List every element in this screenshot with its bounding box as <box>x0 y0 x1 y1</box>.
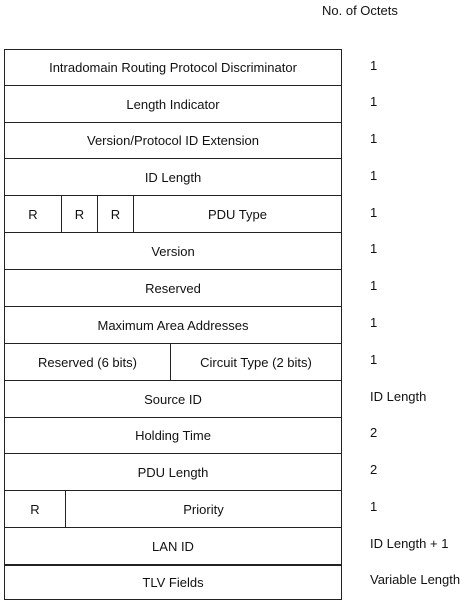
field-holding-time: Holding Time <box>135 428 211 443</box>
field-row-lan-id <box>5 528 341 565</box>
field-priority: Priority <box>65 491 341 527</box>
field-row-pdu-length <box>5 454 341 491</box>
octets-version-protocol-id-extension: 1 <box>370 131 378 146</box>
field-row-reserved <box>5 270 341 307</box>
octets-holding-time: 2 <box>370 425 378 440</box>
octets-id-length: 1 <box>370 168 378 183</box>
field-row-circuit-type <box>5 344 341 381</box>
field-row-source-id <box>5 381 341 418</box>
field-row-pdu-type <box>5 196 341 233</box>
octets-pdu-type: 1 <box>370 205 378 220</box>
field-version: Version <box>151 243 195 259</box>
reserved-bit-1: R <box>28 206 38 222</box>
field-pdu-length: PDU Length <box>137 464 209 480</box>
reserved-bit-priority: R <box>30 501 40 517</box>
field-version-protocol-id-extension: Version/Protocol ID Extension <box>87 133 259 148</box>
field-row-version-protocol-id-extension <box>5 123 341 159</box>
field-lan-id: LAN ID <box>152 538 194 554</box>
field-id-length: ID Length <box>144 169 202 185</box>
field-length-indicator: Length Indicator <box>126 96 220 112</box>
field-maximum-area-addresses: Maximum Area Addresses <box>97 317 249 333</box>
octets-length-indicator: 1 <box>370 94 378 109</box>
field-source-id: Source ID <box>144 391 202 407</box>
octets-priority: 1 <box>370 499 378 514</box>
octets-irpd: 1 <box>370 58 378 73</box>
octets-column-header: No. of Octets <box>322 3 398 18</box>
octets-reserved: 1 <box>370 278 378 293</box>
octets-tlv-fields: Variable Length <box>370 572 461 587</box>
field-row-length-indicator <box>5 86 341 123</box>
field-reserved: Reserved <box>145 280 201 296</box>
field-tlv-fields: TLV Fields <box>142 575 204 590</box>
octets-circuit-type: 1 <box>370 352 378 367</box>
field-irpd: Intradomain Routing Protocol Discriminator <box>49 60 297 75</box>
field-row-holding-time <box>5 418 341 454</box>
octets-pdu-length: 2 <box>370 462 378 477</box>
field-reserved-6-bits: Reserved (6 bits) <box>38 354 137 370</box>
octets-source-id: ID Length <box>370 389 427 404</box>
pdu-format-table <box>4 49 342 600</box>
octets-maximum-area-addresses: 1 <box>370 315 378 330</box>
field-row-irpd <box>5 50 341 86</box>
reserved-bit-3: R <box>97 196 133 232</box>
field-row-priority <box>5 491 341 528</box>
reserved-bit-2: R <box>61 196 97 232</box>
octets-version: 1 <box>370 241 378 256</box>
field-pdu-type: PDU Type <box>133 196 341 232</box>
field-row-tlv-fields <box>5 565 341 600</box>
octets-lan-id: ID Length + 1 <box>370 536 449 551</box>
field-row-id-length <box>5 159 341 196</box>
field-row-version <box>5 233 341 270</box>
field-row-maximum-area-addresses <box>5 307 341 344</box>
field-circuit-type: Circuit Type (2 bits) <box>170 344 341 380</box>
